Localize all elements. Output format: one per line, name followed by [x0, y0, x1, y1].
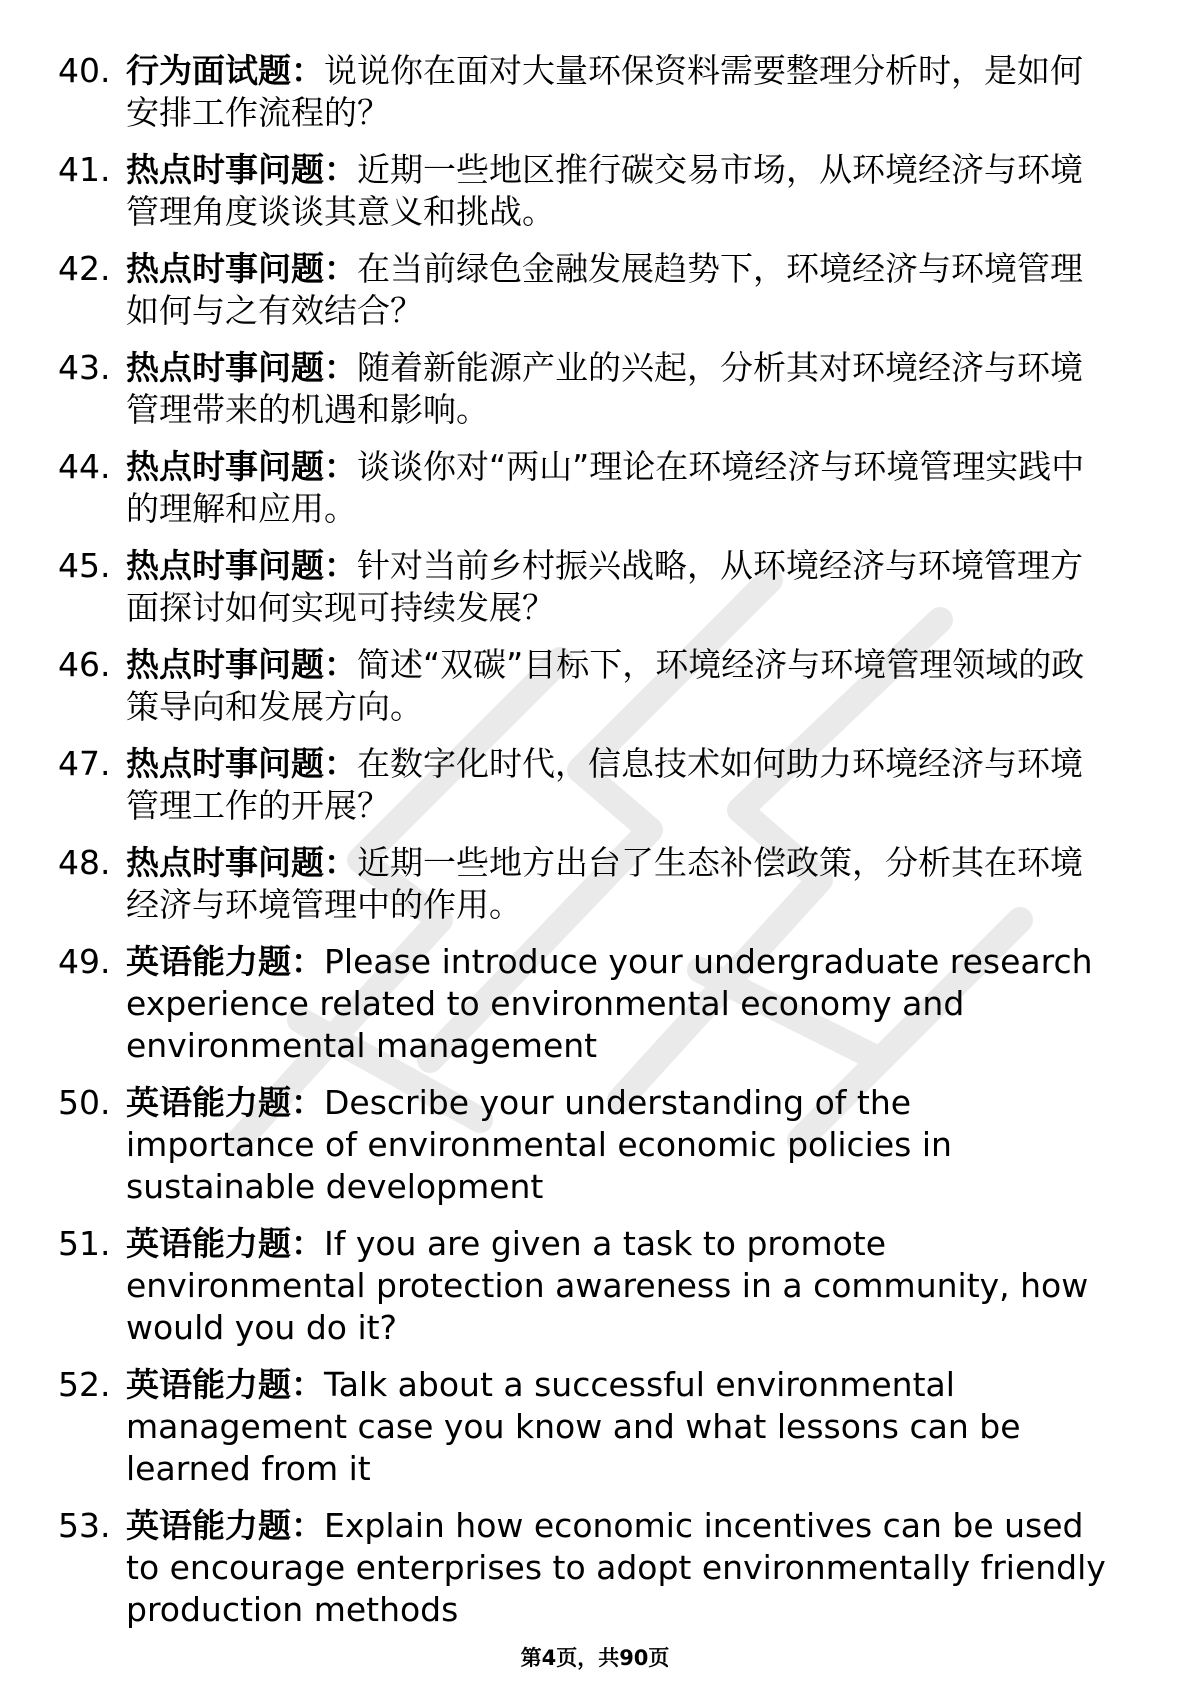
question-text: Describe your understanding of the importance of environmental economic policies in sustainable development: [126, 1083, 952, 1206]
question-number: 41.: [58, 150, 111, 189]
question-category: 英语能力题：: [126, 1506, 324, 1545]
question-body: [126, 644, 1108, 728]
question-item: [58, 347, 1108, 431]
question-category: 热点时事问题：: [126, 843, 357, 882]
question-body: [126, 1082, 1108, 1208]
question-body: [126, 1364, 1108, 1490]
question-number: 46.: [58, 645, 111, 684]
question-body: [126, 842, 1108, 926]
question-body: [126, 248, 1108, 332]
question-body: [126, 743, 1108, 827]
question-item: [58, 50, 1108, 134]
question-number: 43.: [58, 348, 111, 387]
question-text: 谈谈你对“两山”理论在环境经济与环境管理实践中的理解和应用。: [126, 447, 1085, 528]
question-text: If you are given a task to promote environmental protection awareness in a community, how would you do it?: [126, 1224, 1089, 1347]
question-text: 简述“双碳”目标下，环境经济与环境管理领域的政策导向和发展方向。: [126, 645, 1085, 726]
question-body: [126, 545, 1108, 629]
question-item: [58, 1505, 1108, 1631]
question-text: 说说你在面对大量环保资料需要整理分析时，是如何安排工作流程的？: [126, 51, 1083, 132]
question-text: 随着新能源产业的兴起，分析其对环境经济与环境管理带来的机遇和影响。: [126, 348, 1083, 429]
question-number: 42.: [58, 249, 111, 288]
question-text: 在当前绿色金融发展趋势下，环境经济与环境管理如何与之有效结合？: [126, 249, 1083, 330]
question-text: 在数字化时代，信息技术如何助力环境经济与环境管理工作的开展？: [126, 744, 1083, 825]
question-item: [58, 1364, 1108, 1490]
question-text: Talk about a successful environmental management case you know and what lessons can be learned from it: [126, 1365, 1021, 1488]
question-item: [58, 248, 1108, 332]
question-item: [58, 149, 1108, 233]
question-body: [126, 941, 1108, 1067]
question-number: 44.: [58, 447, 111, 486]
page-number-label: 第4页，共90页: [520, 1646, 670, 1670]
question-body: [126, 446, 1108, 530]
question-text: Please introduce your undergraduate research experience related to environmental economy and environmental management: [126, 942, 1093, 1065]
question-item: [58, 644, 1108, 728]
question-number: 53.: [58, 1506, 111, 1545]
question-body: [126, 347, 1108, 431]
question-number: 51.: [58, 1224, 111, 1263]
question-body: [126, 50, 1108, 134]
question-category: 行为面试题：: [126, 51, 324, 90]
question-body: [126, 149, 1108, 233]
question-body: [126, 1505, 1108, 1631]
question-text: Explain how economic incentives can be used to encourage enterprises to adopt environmentally friendly production methods: [126, 1506, 1106, 1629]
question-category: 热点时事问题：: [126, 447, 357, 486]
question-item: [58, 941, 1108, 1067]
question-category: 热点时事问题：: [126, 249, 357, 288]
question-category: 英语能力题：: [126, 1365, 324, 1404]
question-item: [58, 1082, 1108, 1208]
question-number: 40.: [58, 51, 111, 90]
question-category: 热点时事问题：: [126, 546, 357, 585]
question-number: 48.: [58, 843, 111, 882]
question-category: 英语能力题：: [126, 1083, 324, 1122]
question-number: 49.: [58, 942, 111, 981]
question-item: [58, 1223, 1108, 1349]
question-item: [58, 446, 1108, 530]
question-number: 45.: [58, 546, 111, 585]
question-category: 热点时事问题：: [126, 348, 357, 387]
page-footer: [0, 1644, 1190, 1672]
question-number: 52.: [58, 1365, 111, 1404]
question-item: [58, 743, 1108, 827]
question-text: 针对当前乡村振兴战略，从环境经济与环境管理方面探讨如何实现可持续发展？: [126, 546, 1083, 627]
question-list: [58, 50, 1108, 1646]
question-category: 热点时事问题：: [126, 150, 357, 189]
question-number: 47.: [58, 744, 111, 783]
question-body: [126, 1223, 1108, 1349]
question-number: 50.: [58, 1083, 111, 1122]
question-category: 热点时事问题：: [126, 645, 357, 684]
question-item: [58, 842, 1108, 926]
question-category: 英语能力题：: [126, 1224, 324, 1263]
question-item: [58, 545, 1108, 629]
question-text: 近期一些地区推行碳交易市场，从环境经济与环境管理角度谈谈其意义和挑战。: [126, 150, 1083, 231]
question-category: 热点时事问题：: [126, 744, 357, 783]
question-text: 近期一些地方出台了生态补偿政策，分析其在环境经济与环境管理中的作用。: [126, 843, 1083, 924]
question-category: 英语能力题：: [126, 942, 324, 981]
